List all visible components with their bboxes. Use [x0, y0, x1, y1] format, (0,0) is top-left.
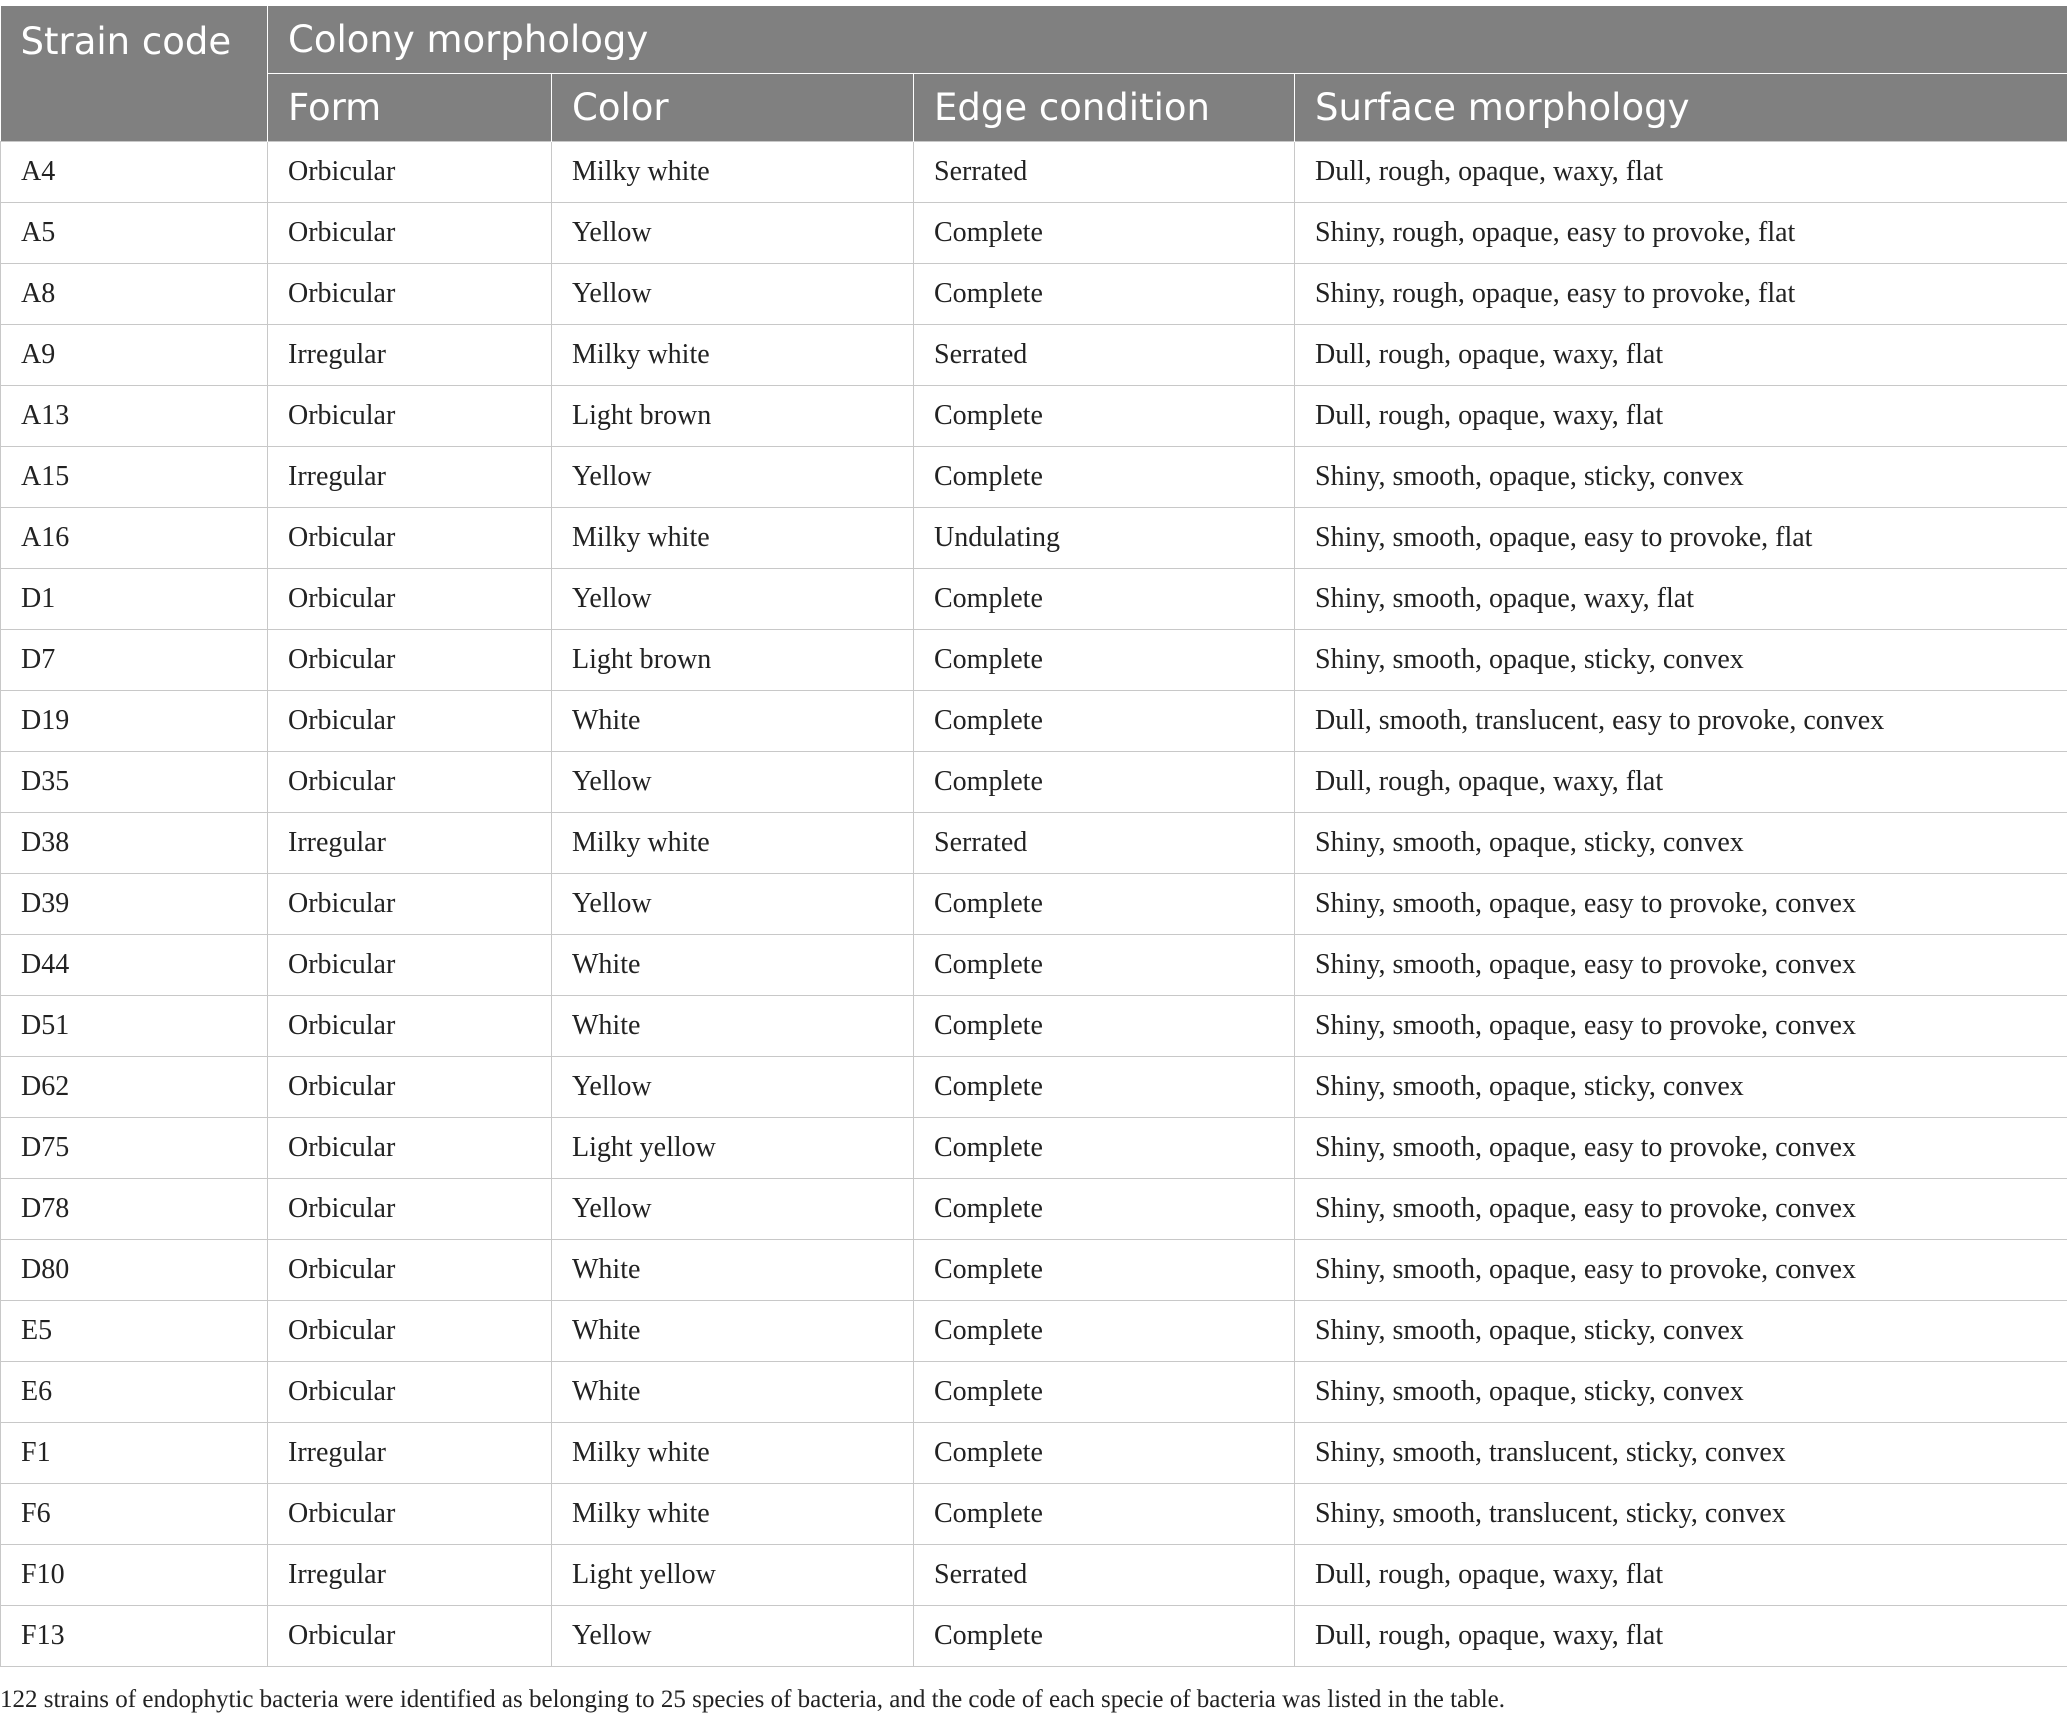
cell-edge-condition: Complete [914, 691, 1295, 752]
cell-surface-morphology: Shiny, rough, opaque, easy to provoke, flat [1295, 264, 2067, 325]
cell-color: White [552, 935, 914, 996]
cell-edge-condition: Serrated [914, 142, 1295, 203]
cell-edge-condition: Complete [914, 996, 1295, 1057]
table-row [1, 935, 2067, 996]
cell-edge-condition: Complete [914, 874, 1295, 935]
cell-color: Light yellow [552, 1545, 914, 1606]
table-row [1, 1362, 2067, 1423]
cell-surface-morphology: Shiny, smooth, opaque, easy to provoke, convex [1295, 1240, 2067, 1301]
header-color: Color [552, 74, 914, 142]
cell-strain-code: D7 [1, 630, 268, 691]
table-row [1, 1484, 2067, 1545]
cell-surface-morphology: Dull, rough, opaque, waxy, flat [1295, 1606, 2067, 1667]
cell-color: Yellow [552, 752, 914, 813]
cell-strain-code: D38 [1, 813, 268, 874]
cell-form: Irregular [268, 447, 552, 508]
cell-color: Light yellow [552, 1118, 914, 1179]
cell-form: Irregular [268, 325, 552, 386]
cell-strain-code: D1 [1, 569, 268, 630]
table-row [1, 630, 2067, 691]
cell-edge-condition: Complete [914, 203, 1295, 264]
cell-edge-condition: Complete [914, 1240, 1295, 1301]
cell-surface-morphology: Shiny, smooth, opaque, waxy, flat [1295, 569, 2067, 630]
table-row [1, 996, 2067, 1057]
cell-color: Yellow [552, 569, 914, 630]
header-surface-morphology: Surface morphology [1295, 74, 2067, 142]
cell-edge-condition: Serrated [914, 1545, 1295, 1606]
table-row [1, 691, 2067, 752]
cell-form: Orbicular [268, 264, 552, 325]
cell-surface-morphology: Dull, rough, opaque, waxy, flat [1295, 752, 2067, 813]
cell-color: White [552, 691, 914, 752]
cell-edge-condition: Complete [914, 447, 1295, 508]
cell-strain-code: D44 [1, 935, 268, 996]
cell-color: Yellow [552, 447, 914, 508]
cell-strain-code: A5 [1, 203, 268, 264]
cell-strain-code: D78 [1, 1179, 268, 1240]
header-edge-condition: Edge condition [914, 74, 1295, 142]
cell-strain-code: A13 [1, 386, 268, 447]
table-row [1, 142, 2067, 203]
cell-form: Orbicular [268, 935, 552, 996]
cell-edge-condition: Complete [914, 1179, 1295, 1240]
header-colony-morphology: Colony morphology [268, 6, 2067, 74]
cell-color: Yellow [552, 264, 914, 325]
cell-form: Orbicular [268, 630, 552, 691]
cell-strain-code: D19 [1, 691, 268, 752]
cell-strain-code: D35 [1, 752, 268, 813]
table-footnote: 122 strains of endophytic bacteria were identified as belonging to 25 species of bacteria, and the code of each specie of bacteria was listed in the table. [0, 1686, 1505, 1713]
cell-strain-code: D80 [1, 1240, 268, 1301]
cell-form: Orbicular [268, 691, 552, 752]
cell-form: Orbicular [268, 996, 552, 1057]
cell-color: White [552, 1362, 914, 1423]
cell-strain-code: D51 [1, 996, 268, 1057]
cell-form: Irregular [268, 1545, 552, 1606]
cell-form: Orbicular [268, 508, 552, 569]
cell-surface-morphology: Shiny, smooth, opaque, sticky, convex [1295, 447, 2067, 508]
cell-surface-morphology: Shiny, smooth, opaque, easy to provoke, convex [1295, 935, 2067, 996]
table-row [1, 752, 2067, 813]
cell-surface-morphology: Shiny, smooth, opaque, sticky, convex [1295, 1301, 2067, 1362]
cell-color: Milky white [552, 813, 914, 874]
cell-strain-code: F1 [1, 1423, 268, 1484]
cell-strain-code: F13 [1, 1606, 268, 1667]
cell-surface-morphology: Shiny, smooth, opaque, sticky, convex [1295, 813, 2067, 874]
cell-form: Orbicular [268, 142, 552, 203]
cell-color: Milky white [552, 142, 914, 203]
cell-surface-morphology: Dull, rough, opaque, waxy, flat [1295, 1545, 2067, 1606]
cell-surface-morphology: Shiny, smooth, opaque, sticky, convex [1295, 1057, 2067, 1118]
cell-color: Milky white [552, 1484, 914, 1545]
cell-strain-code: A9 [1, 325, 268, 386]
table-row [1, 569, 2067, 630]
cell-strain-code: F6 [1, 1484, 268, 1545]
cell-color: Light brown [552, 386, 914, 447]
cell-strain-code: E5 [1, 1301, 268, 1362]
cell-strain-code: A8 [1, 264, 268, 325]
cell-surface-morphology: Shiny, smooth, opaque, easy to provoke, convex [1295, 1179, 2067, 1240]
cell-color: Milky white [552, 508, 914, 569]
cell-form: Orbicular [268, 569, 552, 630]
cell-form: Orbicular [268, 386, 552, 447]
table-row [1, 1545, 2067, 1606]
cell-strain-code: E6 [1, 1362, 268, 1423]
cell-surface-morphology: Dull, rough, opaque, waxy, flat [1295, 325, 2067, 386]
cell-form: Irregular [268, 1423, 552, 1484]
header-row-columns [1, 74, 2067, 142]
table-row [1, 1057, 2067, 1118]
cell-form: Irregular [268, 813, 552, 874]
cell-form: Orbicular [268, 1301, 552, 1362]
header-row-group [1, 6, 2067, 74]
cell-color: White [552, 1240, 914, 1301]
cell-strain-code: A15 [1, 447, 268, 508]
cell-surface-morphology: Shiny, smooth, opaque, easy to provoke, flat [1295, 508, 2067, 569]
cell-surface-morphology: Shiny, smooth, opaque, easy to provoke, convex [1295, 1118, 2067, 1179]
cell-edge-condition: Complete [914, 1423, 1295, 1484]
cell-strain-code: A16 [1, 508, 268, 569]
table-row [1, 813, 2067, 874]
cell-color: Yellow [552, 874, 914, 935]
cell-edge-condition: Complete [914, 1057, 1295, 1118]
cell-surface-morphology: Dull, rough, opaque, waxy, flat [1295, 386, 2067, 447]
cell-surface-morphology: Dull, smooth, translucent, easy to provoke, convex [1295, 691, 2067, 752]
cell-color: White [552, 1301, 914, 1362]
cell-surface-morphology: Shiny, smooth, opaque, easy to provoke, convex [1295, 874, 2067, 935]
header-form: Form [268, 74, 552, 142]
table-row [1, 508, 2067, 569]
cell-edge-condition: Complete [914, 386, 1295, 447]
cell-edge-condition: Complete [914, 1301, 1295, 1362]
cell-strain-code: F10 [1, 1545, 268, 1606]
cell-color: Milky white [552, 1423, 914, 1484]
cell-edge-condition: Complete [914, 569, 1295, 630]
cell-form: Orbicular [268, 1179, 552, 1240]
cell-strain-code: D39 [1, 874, 268, 935]
cell-color: Light brown [552, 630, 914, 691]
cell-surface-morphology: Shiny, smooth, opaque, sticky, convex [1295, 630, 2067, 691]
colony-morphology-table-container [0, 6, 2067, 1667]
cell-strain-code: D75 [1, 1118, 268, 1179]
table-row [1, 386, 2067, 447]
table-row [1, 447, 2067, 508]
cell-edge-condition: Complete [914, 752, 1295, 813]
cell-form: Orbicular [268, 203, 552, 264]
header-strain-code: Strain code [1, 6, 268, 142]
cell-form: Orbicular [268, 1484, 552, 1545]
cell-edge-condition: Complete [914, 935, 1295, 996]
cell-form: Orbicular [268, 1606, 552, 1667]
cell-surface-morphology: Shiny, smooth, opaque, easy to provoke, convex [1295, 996, 2067, 1057]
cell-color: White [552, 996, 914, 1057]
cell-edge-condition: Complete [914, 1118, 1295, 1179]
cell-edge-condition: Complete [914, 1606, 1295, 1667]
cell-surface-morphology: Shiny, smooth, opaque, sticky, convex [1295, 1362, 2067, 1423]
cell-form: Orbicular [268, 1118, 552, 1179]
cell-edge-condition: Complete [914, 630, 1295, 691]
cell-form: Orbicular [268, 874, 552, 935]
cell-form: Orbicular [268, 752, 552, 813]
table-row [1, 1606, 2067, 1667]
table-body [1, 142, 2067, 1667]
colony-morphology-table [0, 6, 2067, 1667]
table-row [1, 203, 2067, 264]
table-row [1, 264, 2067, 325]
cell-edge-condition: Serrated [914, 325, 1295, 386]
cell-color: Yellow [552, 1057, 914, 1118]
cell-edge-condition: Complete [914, 264, 1295, 325]
table-row [1, 874, 2067, 935]
cell-color: Yellow [552, 203, 914, 264]
cell-surface-morphology: Shiny, smooth, translucent, sticky, convex [1295, 1484, 2067, 1545]
cell-color: Milky white [552, 325, 914, 386]
cell-color: Yellow [552, 1606, 914, 1667]
cell-form: Orbicular [268, 1362, 552, 1423]
cell-edge-condition: Complete [914, 1484, 1295, 1545]
table-row [1, 1179, 2067, 1240]
cell-edge-condition: Complete [914, 1362, 1295, 1423]
cell-strain-code: A4 [1, 142, 268, 203]
cell-edge-condition: Serrated [914, 813, 1295, 874]
cell-form: Orbicular [268, 1057, 552, 1118]
table-row [1, 1423, 2067, 1484]
cell-strain-code: D62 [1, 1057, 268, 1118]
table-row [1, 1118, 2067, 1179]
table-header [1, 6, 2067, 142]
table-row [1, 1240, 2067, 1301]
cell-edge-condition: Undulating [914, 508, 1295, 569]
cell-surface-morphology: Shiny, smooth, translucent, sticky, convex [1295, 1423, 2067, 1484]
table-row [1, 1301, 2067, 1362]
cell-form: Orbicular [268, 1240, 552, 1301]
cell-surface-morphology: Shiny, rough, opaque, easy to provoke, flat [1295, 203, 2067, 264]
table-row [1, 325, 2067, 386]
cell-color: Yellow [552, 1179, 914, 1240]
cell-surface-morphology: Dull, rough, opaque, waxy, flat [1295, 142, 2067, 203]
